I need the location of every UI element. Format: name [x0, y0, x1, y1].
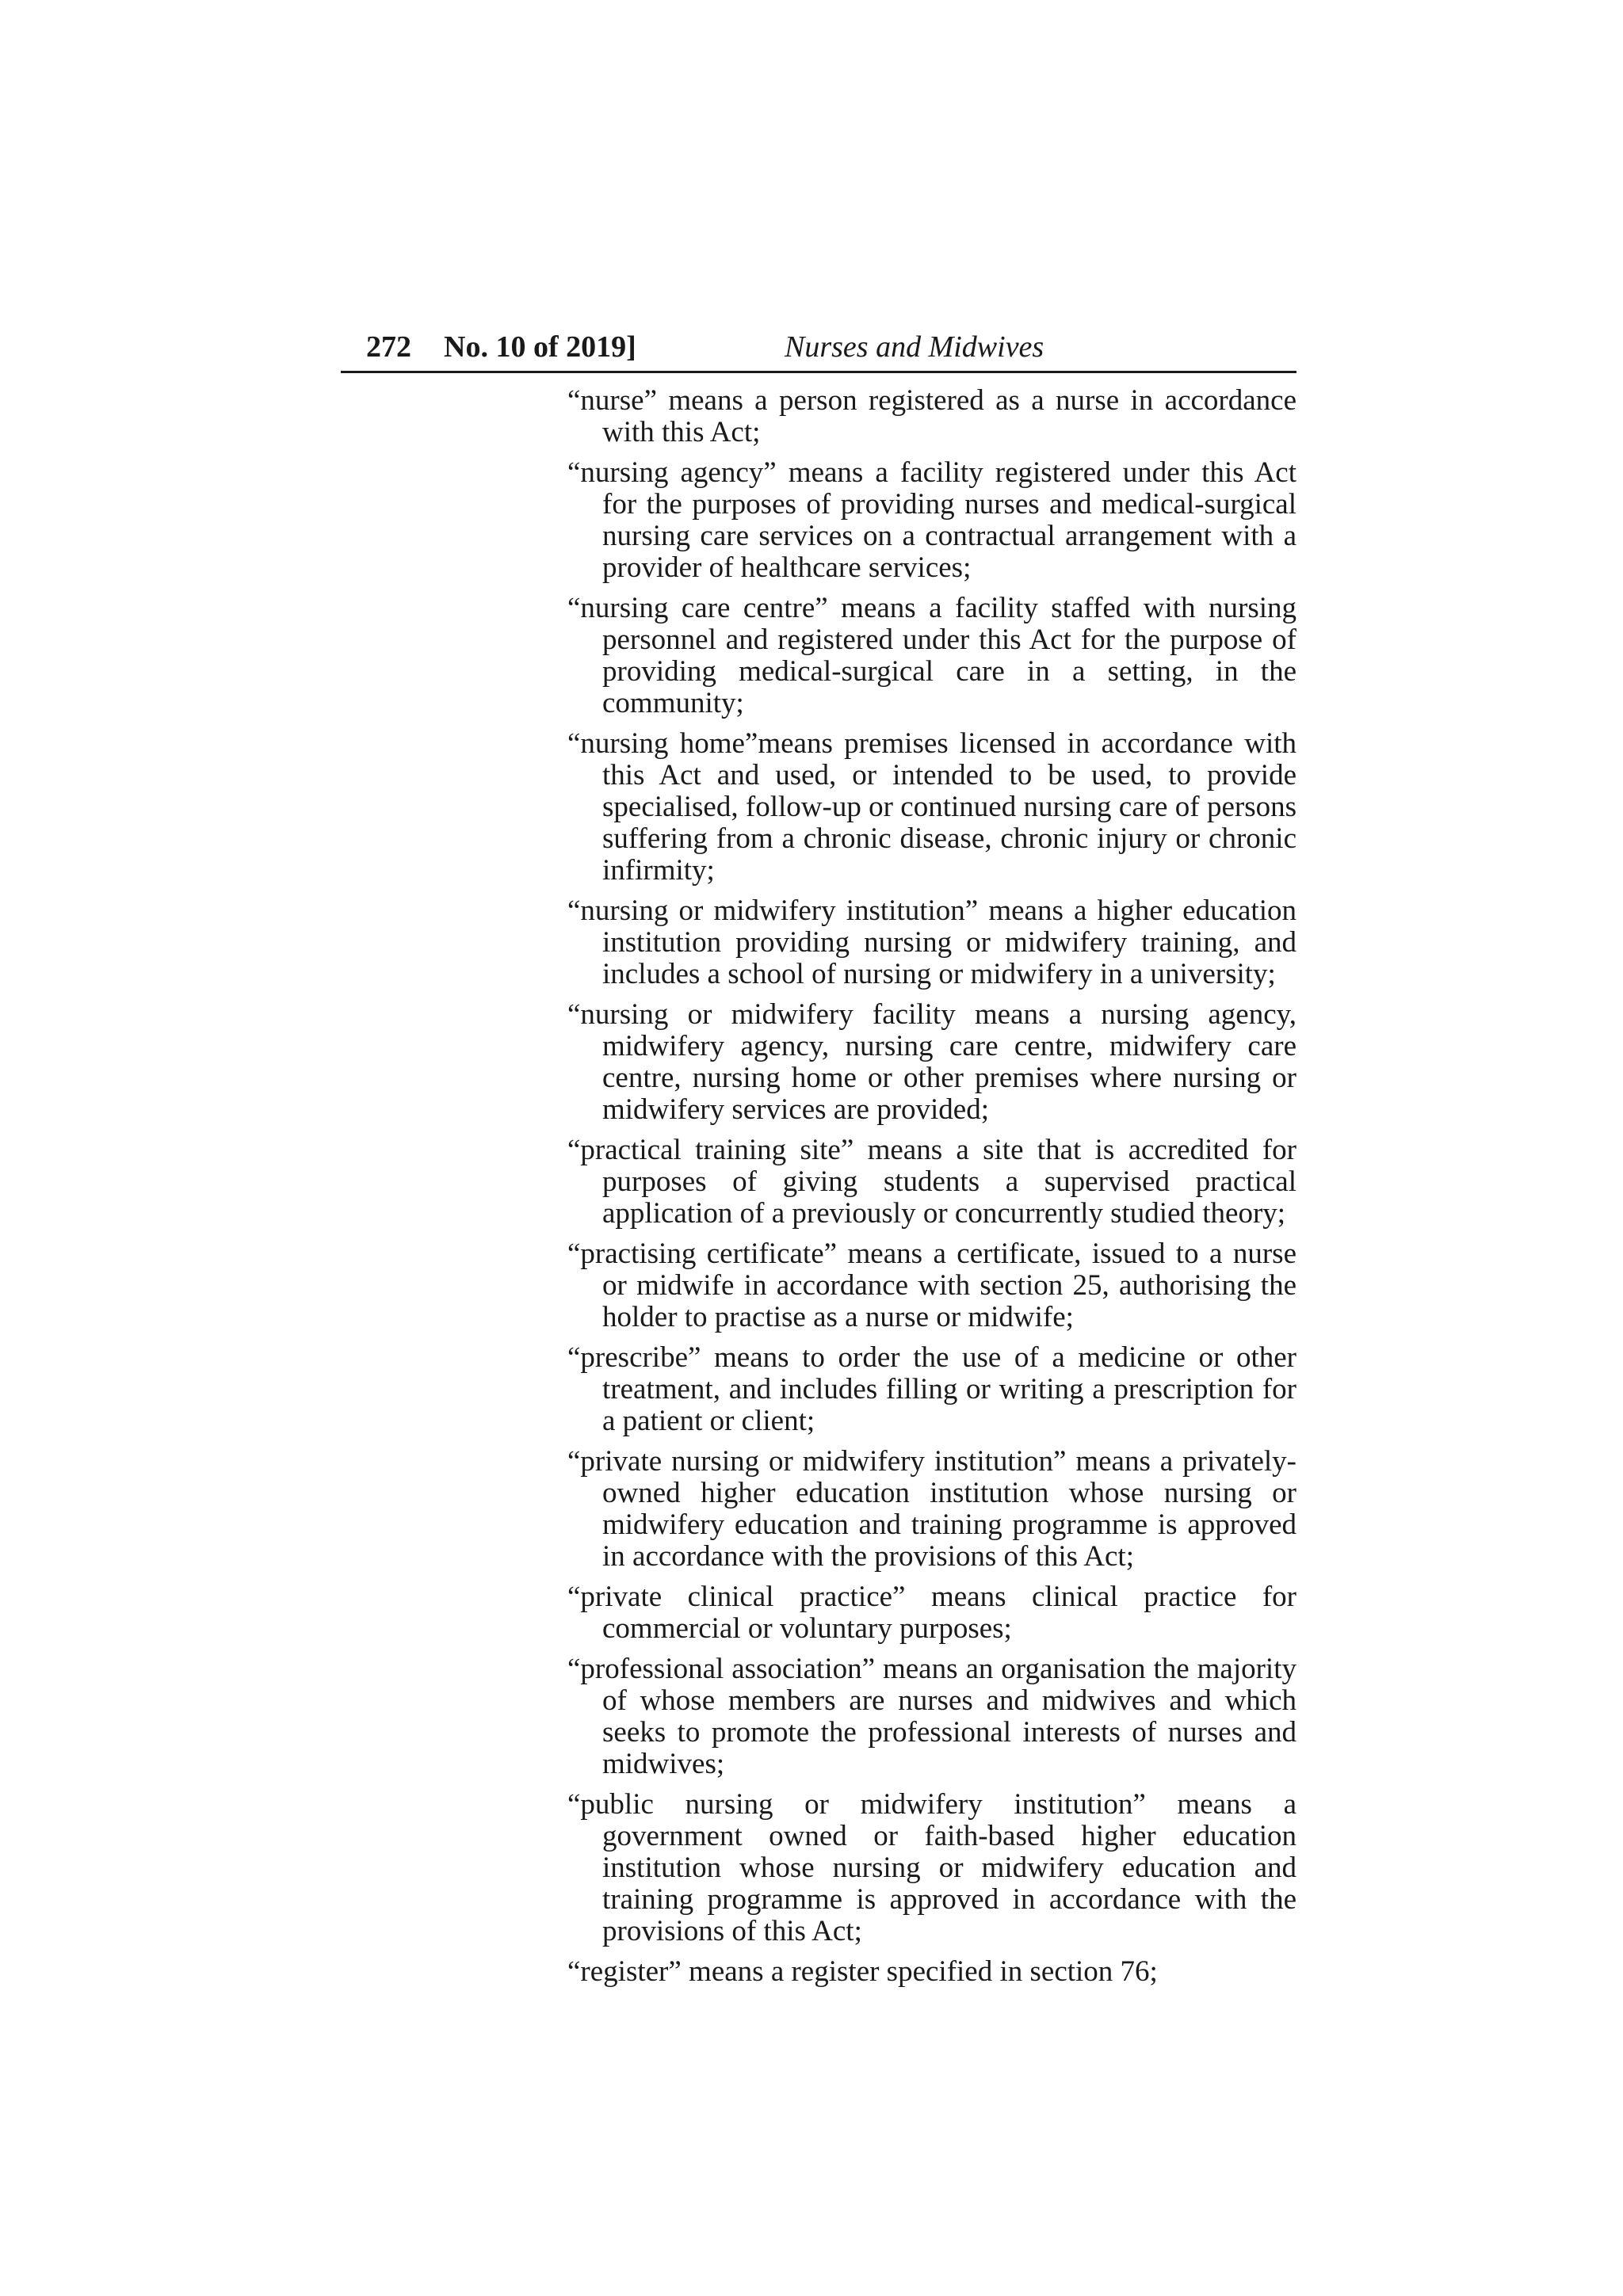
definition-item: “nurse” means a person registered as a nurse in accordance with this Act;: [567, 384, 1296, 448]
definition-item: “practising certificate” means a certificate, issued to a nurse or midwife in accordance with section 25, authorising the holder to practise as a nurse or midwife;: [567, 1238, 1296, 1333]
definition-item: “private clinical practice” means clinical practice for commercial or voluntary purposes;: [567, 1581, 1296, 1645]
definition-item: “nursing home”means premises licensed in accordance with this Act and used, or intended to be used, to provide specialised, follow-up or continued nursing care of persons suffering from a chronic disease, chronic injury or chronic infirmity;: [567, 727, 1296, 887]
definition-item: “public nursing or midwifery institution” means a government owned or faith-based higher education institution whose nursing or midwifery education and training programme is approved in accordance with the provisions of this Act;: [567, 1788, 1296, 1947]
running-title: Nurses and Midwives: [785, 330, 1044, 364]
definitions-list: [567, 385, 1296, 1997]
definition-item: “professional association” means an organisation the majority of whose members are nurses and midwives and which seeks to promote the professional interests of nurses and midwives;: [567, 1653, 1296, 1780]
page-header: [341, 323, 1296, 371]
definition-item: “practical training site” means a site that is accredited for purposes of giving students a supervised practical application of a previously or concurrently studied theory;: [567, 1134, 1296, 1230]
page-number: 272: [366, 330, 411, 364]
header-rule: [341, 371, 1296, 373]
definition-item: “private nursing or midwifery institution” means a privately-owned higher education institution whose nursing or midwifery education and training programme is approved in accordance with the provisions of this Act;: [567, 1445, 1296, 1573]
definition-item: “register” means a register specified in section 76;: [567, 1955, 1158, 1988]
definition-item: “nursing or midwifery facility means a nursing agency, midwifery agency, nursing care centre, midwifery care centre, nursing home or other premises where nursing or midwifery services are provided;: [567, 998, 1296, 1126]
act-number: No. 10 of 2019]: [444, 330, 636, 364]
definition-item: “nursing care centre” means a facility staffed with nursing personnel and registered under this Act for the purpose of providing medical-surgical care in a setting, in the community;: [567, 592, 1296, 719]
definition-item: “prescribe” means to order the use of a medicine or other treatment, and includes filling or writing a prescription for a patient or client;: [567, 1341, 1296, 1437]
definition-item: “nursing agency” means a facility registered under this Act for the purposes of providing nurses and medical-surgical nursing care services on a contractual arrangement with a provider of healthcare services;: [567, 456, 1296, 584]
definition-item: “nursing or midwifery institution” means a higher education institution providing nursing or midwifery training, and includes a school of nursing or midwifery in a university;: [567, 894, 1296, 990]
